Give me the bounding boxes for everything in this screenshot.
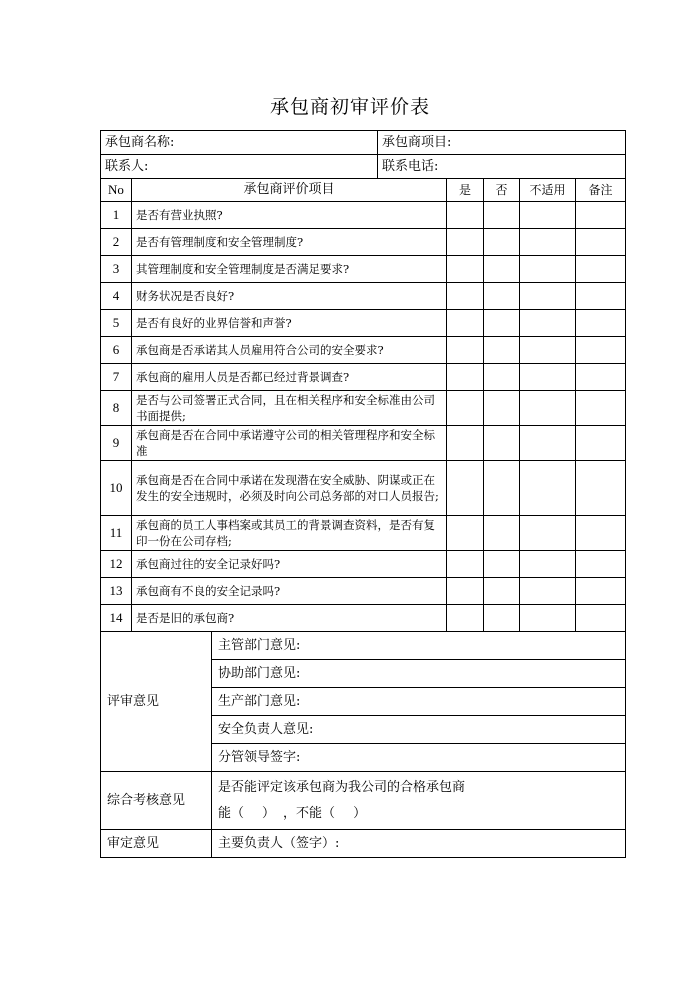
- no-cell[interactable]: [484, 256, 520, 283]
- na-cell[interactable]: [520, 283, 576, 310]
- supervising-dept-opinion-label: 主管部门意见:: [218, 637, 301, 653]
- remark-cell[interactable]: [576, 391, 626, 426]
- no-cell[interactable]: [484, 229, 520, 256]
- yes-cell[interactable]: [447, 283, 484, 310]
- na-cell[interactable]: [520, 256, 576, 283]
- item-number: 12: [101, 551, 132, 578]
- contact-phone-label: 联系电话:: [382, 158, 439, 174]
- remark-cell[interactable]: [576, 256, 626, 283]
- na-cell[interactable]: [520, 364, 576, 391]
- item-number: 5: [101, 310, 132, 337]
- na-cell[interactable]: [520, 337, 576, 364]
- na-cell[interactable]: [520, 551, 576, 578]
- item-question: 承包商是否在合同中承诺在发现潜在安全威胁、阴谋或正在发生的安全违规时，必须及时向公司总务部的对口人员报告;: [132, 461, 447, 516]
- overall-opinion-field[interactable]: [212, 772, 626, 830]
- contractor-name-label: 承包商名称:: [105, 134, 175, 150]
- table-row: [101, 578, 626, 605]
- remark-cell[interactable]: [576, 337, 626, 364]
- item-number: 4: [101, 283, 132, 310]
- cannot-label: 不能: [296, 805, 323, 821]
- remark-cell[interactable]: [576, 516, 626, 551]
- remark-cell[interactable]: [576, 364, 626, 391]
- na-cell[interactable]: [520, 229, 576, 256]
- remark-cell[interactable]: [576, 283, 626, 310]
- item-question: 承包商过往的安全记录好吗?: [132, 551, 447, 578]
- no-cell[interactable]: [484, 283, 520, 310]
- item-question: 财务状况是否良好?: [132, 283, 447, 310]
- no-cell[interactable]: [484, 461, 520, 516]
- item-number: 7: [101, 364, 132, 391]
- approval-opinion-label: 审定意见: [101, 830, 212, 858]
- item-question: 承包商是否在合同中承诺遵守公司的相关管理程序和安全标准: [132, 426, 447, 461]
- table-row: [101, 364, 626, 391]
- principal-signature-field[interactable]: [212, 830, 626, 858]
- can-label: 能: [218, 805, 232, 821]
- remark-cell[interactable]: [576, 202, 626, 229]
- yes-cell[interactable]: [447, 202, 484, 229]
- item-question: 是否有良好的业界信誉和声誉?: [132, 310, 447, 337]
- na-cell[interactable]: [520, 605, 576, 632]
- no-cell[interactable]: [484, 516, 520, 551]
- item-question: 其管理制度和安全管理制度是否满足要求?: [132, 256, 447, 283]
- no-cell[interactable]: [484, 364, 520, 391]
- na-cell[interactable]: [520, 426, 576, 461]
- item-number: 8: [101, 391, 132, 426]
- yes-cell[interactable]: [447, 310, 484, 337]
- contact-person-field[interactable]: [101, 155, 378, 179]
- review-opinion-label: 评审意见: [101, 632, 212, 772]
- table-row: [101, 516, 626, 551]
- remark-cell[interactable]: [576, 310, 626, 337]
- principal-signature-label: 主要负责人（签字）:: [218, 835, 340, 851]
- yes-cell[interactable]: [447, 461, 484, 516]
- table-row: [101, 202, 626, 229]
- na-cell[interactable]: [520, 516, 576, 551]
- review-row: [101, 632, 626, 660]
- no-cell[interactable]: [484, 605, 520, 632]
- item-number: 11: [101, 516, 132, 551]
- assisting-dept-opinion-label: 协助部门意见:: [218, 665, 301, 681]
- table-row: [101, 461, 626, 516]
- item-number: 6: [101, 337, 132, 364]
- remark-cell[interactable]: [576, 461, 626, 516]
- yes-cell[interactable]: [447, 229, 484, 256]
- contractor-project-field[interactable]: [378, 131, 626, 155]
- na-cell[interactable]: [520, 310, 576, 337]
- yes-cell[interactable]: [447, 391, 484, 426]
- remark-cell[interactable]: [576, 578, 626, 605]
- contractor-project-label: 承包商项目:: [382, 134, 452, 150]
- yes-cell[interactable]: [447, 426, 484, 461]
- yes-cell[interactable]: [447, 605, 484, 632]
- item-number: 3: [101, 256, 132, 283]
- table-row: [101, 605, 626, 632]
- remark-cell[interactable]: [576, 426, 626, 461]
- table-row: [101, 337, 626, 364]
- yes-cell[interactable]: [447, 578, 484, 605]
- item-question: 是否是旧的承包商?: [132, 605, 447, 632]
- leader-signature-label: 分管领导签字:: [218, 749, 301, 765]
- table-row: [101, 551, 626, 578]
- item-question: 承包商的雇用人员是否都已经过背景调查?: [132, 364, 447, 391]
- remark-cell[interactable]: [576, 551, 626, 578]
- col-header-remark: 备注: [576, 179, 626, 202]
- item-number: 9: [101, 426, 132, 461]
- col-header-no: No: [101, 179, 132, 202]
- col-header-na: 不适用: [520, 179, 576, 202]
- no-cell[interactable]: [484, 391, 520, 426]
- remark-cell[interactable]: [576, 605, 626, 632]
- overall-row: [101, 772, 626, 830]
- item-question: 是否有管理制度和安全管理制度?: [132, 229, 447, 256]
- header-row-name: [101, 131, 626, 155]
- table-row: [101, 310, 626, 337]
- header-row-contact: [101, 155, 626, 179]
- safety-officer-opinion-label: 安全负责人意见:: [218, 721, 314, 737]
- item-number: 13: [101, 578, 132, 605]
- production-dept-opinion-field[interactable]: [212, 688, 626, 716]
- table-row: [101, 229, 626, 256]
- leader-signature-field[interactable]: [212, 744, 626, 772]
- cannot-checkbox[interactable]: （ ）: [322, 805, 367, 821]
- table-row: [101, 391, 626, 426]
- table-row: [101, 426, 626, 461]
- approval-row: [101, 830, 626, 858]
- no-cell[interactable]: [484, 426, 520, 461]
- safety-officer-opinion-field[interactable]: [212, 716, 626, 744]
- contractor-name-field[interactable]: [101, 131, 378, 155]
- na-cell[interactable]: [520, 461, 576, 516]
- na-cell[interactable]: [520, 578, 576, 605]
- evaluation-table: [100, 130, 626, 858]
- item-question: 是否有营业执照?: [132, 202, 447, 229]
- no-cell[interactable]: [484, 578, 520, 605]
- yes-cell[interactable]: [447, 256, 484, 283]
- can-checkbox[interactable]: （ ）: [231, 805, 276, 821]
- table-row: [101, 283, 626, 310]
- no-cell[interactable]: [484, 202, 520, 229]
- yes-cell[interactable]: [447, 364, 484, 391]
- item-number: 10: [101, 461, 132, 516]
- yes-cell[interactable]: [447, 551, 484, 578]
- production-dept-opinion-label: 生产部门意见:: [218, 693, 301, 709]
- item-question: 承包商的员工人事档案或其员工的背景调查资料，是否有复印一份在公司存档;: [132, 516, 447, 551]
- table-row: [101, 256, 626, 283]
- item-question: 承包商是否承诺其人员雇用符合公司的安全要求?: [132, 337, 447, 364]
- contact-person-label: 联系人:: [105, 158, 149, 174]
- column-header-row: [101, 179, 626, 202]
- item-question: 承包商有不良的安全记录吗?: [132, 578, 447, 605]
- no-cell[interactable]: [484, 310, 520, 337]
- overall-opinion-label: 综合考核意见: [101, 772, 212, 830]
- assisting-dept-opinion-field[interactable]: [212, 660, 626, 688]
- item-number: 14: [101, 605, 132, 632]
- overall-question: 是否能评定该承包商为我公司的合格承包商: [218, 779, 466, 795]
- col-header-yes: 是: [447, 179, 484, 202]
- item-number: 1: [101, 202, 132, 229]
- col-header-no-answer: 否: [484, 179, 520, 202]
- contact-phone-field[interactable]: [378, 155, 626, 179]
- item-number: 2: [101, 229, 132, 256]
- overall-choice-line: [218, 801, 621, 827]
- no-cell[interactable]: [484, 551, 520, 578]
- remark-cell[interactable]: [576, 229, 626, 256]
- no-cell[interactable]: [484, 337, 520, 364]
- na-cell[interactable]: [520, 391, 576, 426]
- na-cell[interactable]: [520, 202, 576, 229]
- yes-cell[interactable]: [447, 337, 484, 364]
- item-question: 是否与公司签署正式合同，且在相关程序和安全标准由公司书面提供;: [132, 391, 447, 426]
- choice-separator: ，: [283, 805, 297, 821]
- form-title: 承包商初审评价表: [269, 96, 430, 118]
- supervising-dept-opinion-field[interactable]: [212, 632, 626, 660]
- yes-cell[interactable]: [447, 516, 484, 551]
- col-header-item: 承包商评价项目: [132, 179, 447, 202]
